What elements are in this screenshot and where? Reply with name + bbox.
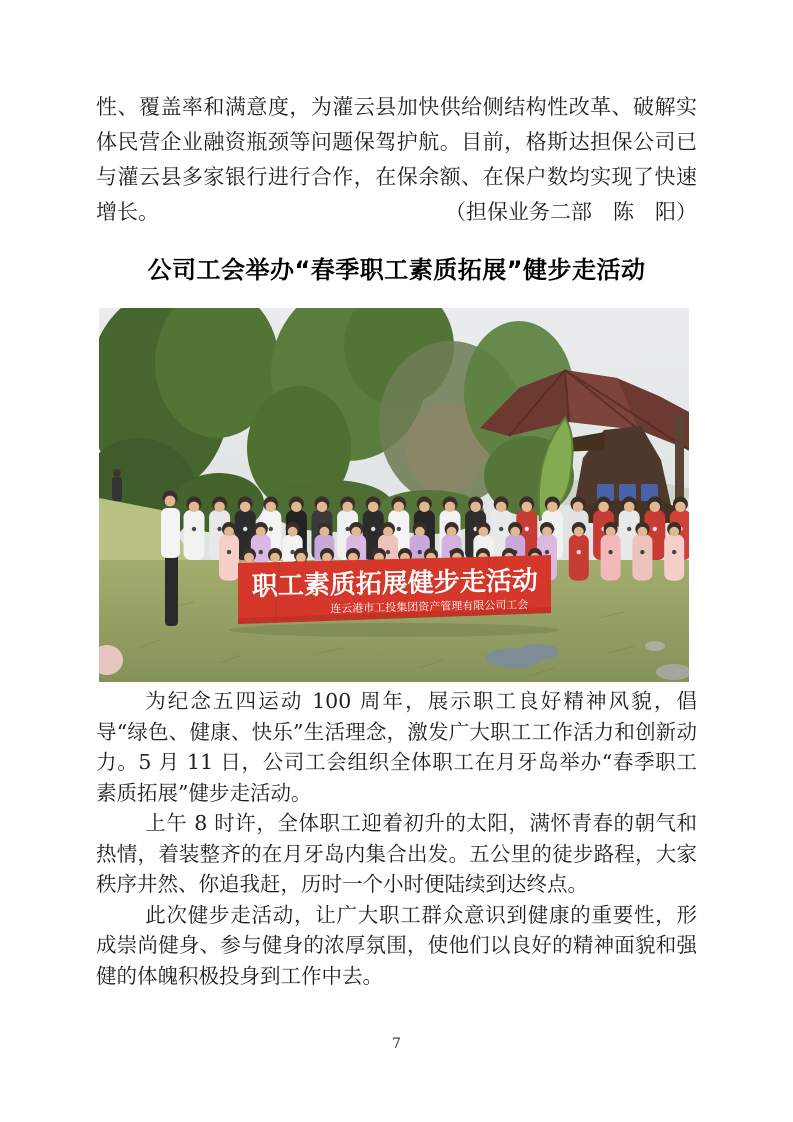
article-body — [96, 686, 697, 991]
article-title: 公司工会举办“春季职工素质拓展”健步走活动 — [147, 256, 646, 284]
paragraph: 上午 8 时许，全体职工迎着初升的太阳，满怀青春的朝气和热情，着装整齐的在月牙岛内集合出发。五公里的徒步路程，大家秩序井然、你追我赶，历时一个小时便陆续到达终点。 — [96, 811, 697, 896]
banner-title: 职工素质拓展健步走活动 — [251, 565, 539, 602]
banner — [238, 555, 551, 624]
attribution: （担保业务二部 陈 阳） — [445, 200, 697, 224]
group-photo — [99, 308, 689, 682]
distant-figure — [112, 469, 122, 501]
page-number: 7 — [392, 1036, 401, 1052]
banner-subtitle: 连云港市工投集团资产管理有限公司工会 — [330, 598, 529, 616]
paragraph: 此次健步走活动，让广大职工群众意识到健康的重要性，形成崇尚健身、参与健身的浓厚氛围，使他们以良好的精神面貌和强健的体魄积极投身到工作中去。 — [96, 902, 697, 988]
top-paragraph-text: 性、覆盖率和满意度，为灌云县加快供给侧结构性改革、破解实体民营企业融资瓶颈等问题保驾护航。目前，格斯达担保公司已与灌云县多家银行进行合作，在保余额、在保户数均实现了快速增长。 — [96, 95, 697, 224]
banner-shadow — [229, 623, 559, 637]
top-paragraph — [96, 90, 697, 230]
paragraph: 为纪念五四运动 100 周年，展示职工良好精神风貌，倡导“绿色、健康、快乐”生活理念，激发广大职工工作活力和创新动力。5 月 11 日，公司工会组织全体职工在月牙岛举办“春季职工素质拓展”健步走活动。 — [96, 689, 697, 805]
group-photo-canvas — [99, 308, 689, 682]
